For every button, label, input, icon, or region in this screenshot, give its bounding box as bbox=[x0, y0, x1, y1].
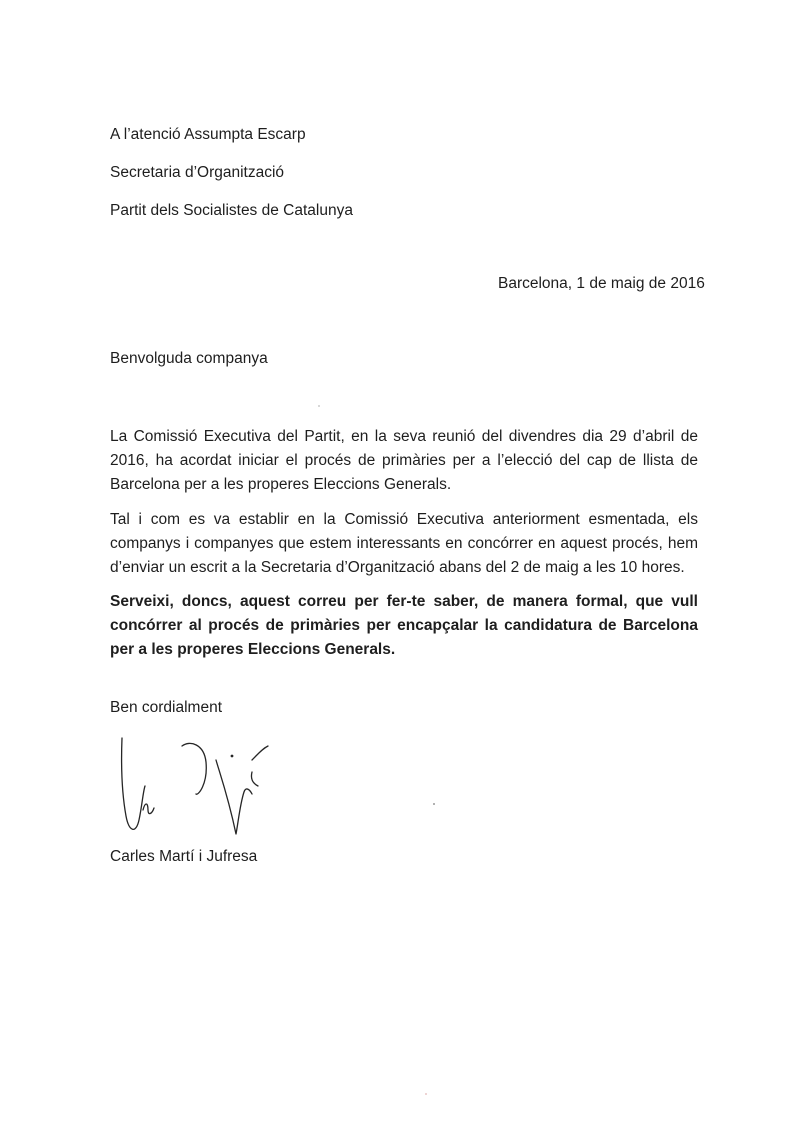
body-paragraph-1: La Comissió Executiva del Partit, en la seva reunió del divendres dia 29 d’abril de 2016, ha acordat iniciar el procés de primàries per a l’elecció del cap de llista de Barcelona per a les properes Eleccions Generals. bbox=[110, 428, 698, 493]
paper-speck bbox=[425, 1093, 427, 1095]
greeting: Benvolguda companya bbox=[110, 350, 268, 367]
recipient-attention: A l’atenció Assumpta Escarp bbox=[110, 126, 306, 143]
recipient-organization: Partit dels Socialistes de Catalunya bbox=[110, 202, 353, 219]
recipient-department: Secretaria d’Organització bbox=[110, 164, 285, 181]
handwritten-signature bbox=[112, 734, 282, 844]
body-paragraph-3: Serveixi, doncs, aquest correu per fer-te saber, de manera formal, que vull concórrer al procés de primàries per encapçalar la candidatura de Barcelona per a les properes Eleccions Generals. bbox=[110, 593, 698, 658]
signer-name: Carles Martí i Jufresa bbox=[110, 848, 258, 865]
paper-speck bbox=[433, 803, 435, 805]
closing: Ben cordialment bbox=[110, 699, 223, 716]
body-paragraph-2: Tal i com es va establir en la Comissió Executiva anteriorment esmentada, els companys i companyes que estem interessants en concórrer en aquest procés, hem d’enviar un escrit a la Secretaria d’Organització abans del 2 de maig a les 10 hores. bbox=[110, 511, 698, 576]
paper-speck bbox=[318, 405, 320, 407]
date-line: Barcelona, 1 de maig de 2016 bbox=[498, 275, 705, 292]
